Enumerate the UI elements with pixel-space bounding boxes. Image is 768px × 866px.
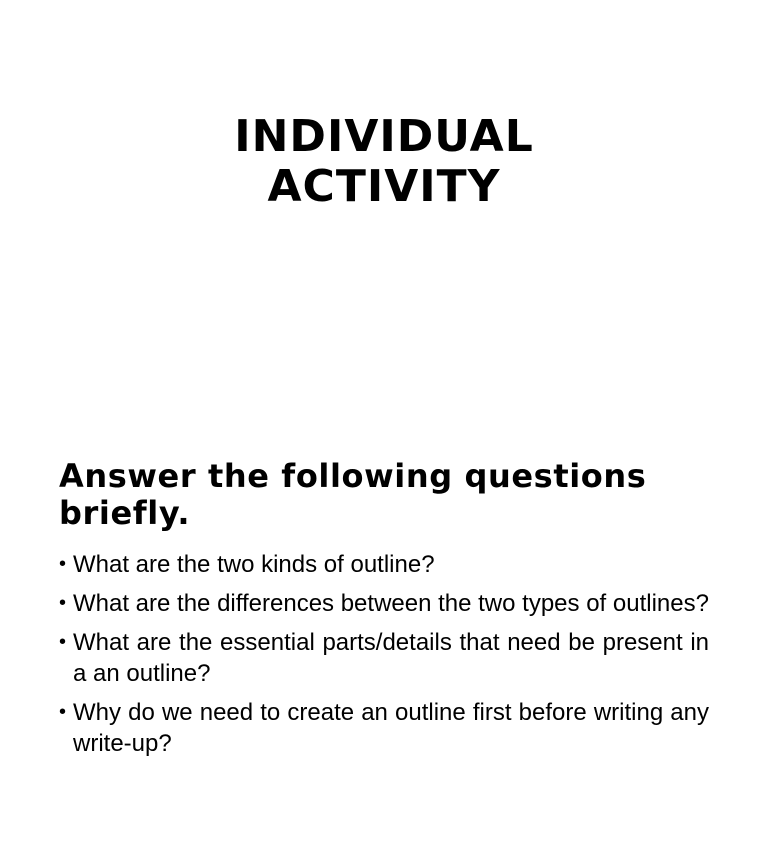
bullet-icon: • [59,631,67,653]
question-item [59,588,709,619]
questions-heading: Answer the following questions briefly. [59,457,647,532]
question-text: What are the differences between the two types of outlines? [73,590,709,617]
question-list [59,549,709,767]
bullet-icon: • [59,592,67,614]
bullet-icon: • [59,553,67,575]
question-text: What are the essential parts/details that need be present in a an outline? [73,629,709,687]
slide-title-line-1: INDIVIDUAL [234,111,534,162]
question-item [59,697,709,759]
question-text: Why do we need to create an outline first before writing any write-up? [73,699,709,757]
question-text: What are the two kinds of outline? [73,551,435,578]
question-item [59,549,709,580]
slide-title [0,112,768,212]
slide-title-line-2: ACTIVITY [267,161,501,212]
bullet-icon: • [59,701,67,723]
question-item [59,627,709,689]
